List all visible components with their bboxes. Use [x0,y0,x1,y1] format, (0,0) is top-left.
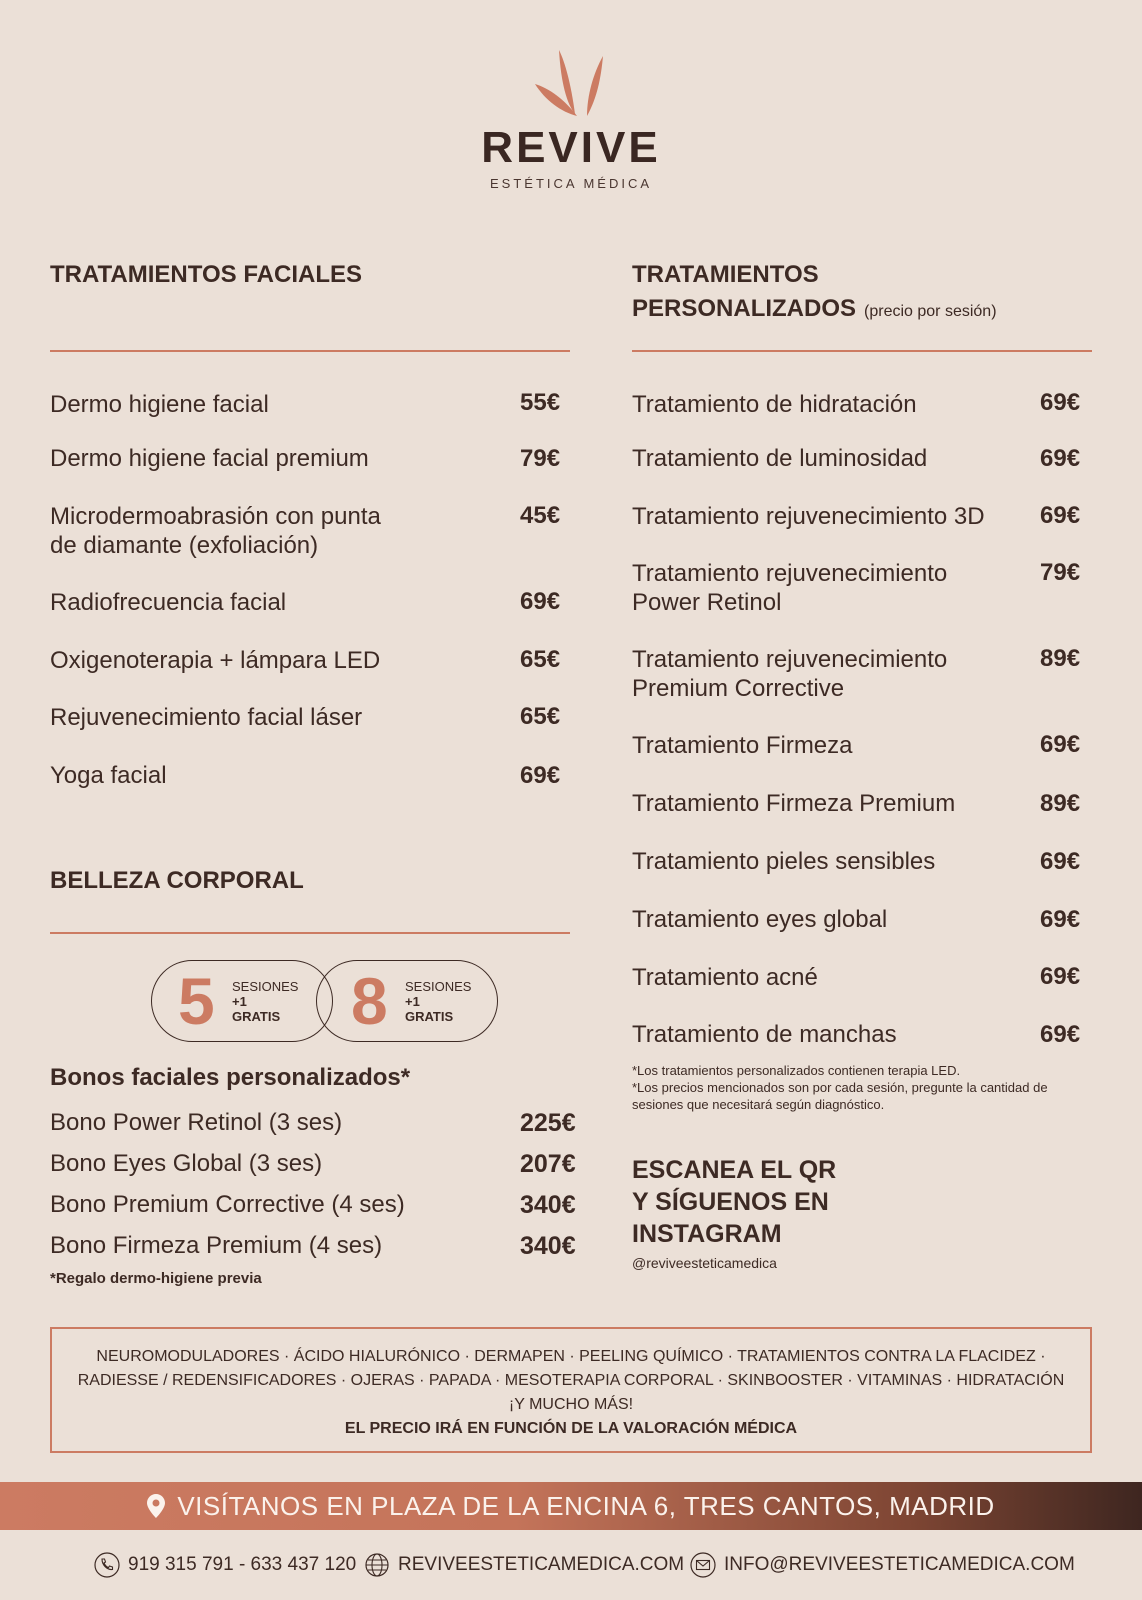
faciales-title: TRATAMIENTOS FACIALES [50,261,362,288]
offer-line: GRATIS [232,1009,281,1024]
personalizados-title-2 [632,292,1092,329]
phone-icon [94,1552,120,1578]
list-item: Tratamiento de manchas [632,1021,897,1048]
price: 69€ [1040,1021,1081,1048]
price: 69€ [1040,731,1081,758]
price: 69€ [520,762,561,789]
list-item: Tratamiento eyes global [632,906,888,933]
personalizados-title-text: PERSONALIZADOS [632,295,857,322]
contact-phone[interactable] [94,1552,356,1578]
list-item: Tratamiento de luminosidad [632,445,928,472]
phone-text: 919 315 791 - 633 437 120 [128,1554,357,1575]
note-line: *Los tratamientos personalizados contienen terapia LED. [632,1063,961,1078]
price: 45€ [520,502,561,529]
faciales-heading [50,258,570,292]
price: 340€ [520,1232,576,1260]
offer-line: SESIONES [405,979,472,994]
address-banner [0,1482,1142,1530]
offer-line: GRATIS [405,1009,454,1024]
bonos-footnote: *Regalo dermo-higiene previa [50,1270,262,1287]
cta-line: INSTAGRAM [632,1220,782,1248]
divider [632,350,1092,352]
contact-website[interactable] [364,1552,684,1578]
price: 55€ [520,389,561,416]
services-line: NEUROMODULADORES · ÁCIDO HIALURÓNICO · DERMAPEN · PEELING QUÍMICO · TRATAMIENTOS CONTRA LA FLACIDEZ · [96,1348,1046,1365]
location-pin-icon [147,1494,165,1518]
corporal-heading [50,864,570,898]
offer-number: 8 [351,964,388,1038]
list-item: Rejuvenecimiento facial láser [50,704,363,731]
list-item: Dermo higiene facial premium [50,445,369,472]
personalizados-heading [632,258,1092,329]
price: 65€ [520,646,561,673]
list-item: Tratamiento pieles sensibles [632,848,936,875]
offer-badge-8 [316,960,498,1042]
brand-subtitle: ESTÉTICA MÉDICA [489,176,653,191]
list-item-continuation: Premium Corrective [632,675,845,702]
website-text: REVIVEESTETICAMEDICA.COM [398,1554,685,1575]
instagram-cta [632,1154,932,1250]
leaf-logo-icon [531,44,611,122]
globe-icon [364,1552,390,1578]
instagram-handle[interactable]: @reviveesteticamedica [632,1255,777,1271]
services-box [50,1327,1092,1453]
note-line: *Los precios mencionados son por cada sesión, pregunte la cantidad de [632,1080,1048,1095]
list-item: Tratamiento Firmeza Premium [632,790,956,817]
price: 69€ [1040,502,1081,529]
list-item: Bono Eyes Global (3 ses) [50,1150,323,1177]
mail-icon [690,1552,716,1578]
personalizados-title-1: TRATAMIENTOS [632,261,819,288]
offer-line: +1 [405,994,420,1009]
price: 340€ [520,1191,576,1219]
list-item: Tratamiento rejuvenecimiento 3D [632,503,985,530]
price: 65€ [520,703,561,730]
contact-email[interactable] [690,1552,1075,1578]
offer-line: SESIONES [232,979,299,994]
price: 79€ [520,445,561,472]
list-item: Tratamiento Firmeza [632,732,853,759]
list-item: Radiofrecuencia facial [50,589,287,616]
list-item-continuation: Power Retinol [632,589,782,616]
brand-logo [0,44,1142,191]
list-item: Dermo higiene facial [50,391,269,418]
price: 225€ [520,1109,576,1137]
price: 79€ [1040,559,1081,586]
price: 69€ [1040,906,1081,933]
corporal-title: BELLEZA CORPORAL [50,867,304,894]
price: 69€ [1040,848,1081,875]
offer-text [405,979,471,1024]
cta-line: ESCANEA EL QR [632,1156,837,1184]
services-price-note: EL PRECIO IRÁ EN FUNCIÓN DE LA VALORACIÓN MÉDICA [344,1420,798,1437]
price: 69€ [1040,963,1081,990]
divider [50,350,570,352]
list-item: Tratamiento de hidratación [632,391,917,418]
offer-line: +1 [232,994,247,1009]
address-text: VISÍTANOS EN PLAZA DE LA ENCINA 6, TRES CANTOS, MADRID [177,1491,995,1521]
divider [50,932,570,934]
services-line: RADIESSE / REDENSIFICADORES · OJERAS · PAPADA · MESOTERAPIA CORPORAL · SKINBOOSTER · VITAMINAS · HIDRATACIÓN [77,1372,1065,1389]
list-item: Tratamiento rejuvenecimiento [632,560,948,587]
price: 89€ [1040,645,1081,672]
cta-line: Y SÍGUENOS EN [632,1188,829,1216]
price: 69€ [1040,389,1081,416]
list-item: Bono Premium Corrective (4 ses) [50,1191,405,1218]
price: 69€ [520,588,561,615]
list-item-continuation: de diamante (exfoliación) [50,532,319,559]
list-item: Oxigenoterapia + lámpara LED [50,647,381,674]
bonos-title: Bonos faciales personalizados* [50,1064,411,1091]
price: 69€ [1040,445,1081,472]
services-line: ¡Y MUCHO MÁS! [508,1396,634,1413]
list-item: Tratamiento rejuvenecimiento [632,646,948,673]
list-item: Bono Firmeza Premium (4 ses) [50,1232,383,1259]
list-item: Bono Power Retinol (3 ses) [50,1109,343,1136]
offer-badge-5 [151,960,333,1042]
list-item: Microdermoabrasión con punta [50,503,381,530]
price: 89€ [1040,790,1081,817]
offer-text [232,979,298,1024]
list-item: Yoga facial [50,762,167,789]
brand-name: REVIVE [481,123,661,172]
price-note: (precio por sesión) [864,303,997,320]
price: 207€ [520,1150,576,1178]
personalizados-notes [632,1062,1092,1113]
note-line: sesiones que necesitará según diagnóstico. [632,1097,885,1112]
list-item: Tratamiento acné [632,964,818,991]
email-text: INFO@REVIVEESTETICAMEDICA.COM [724,1554,1075,1575]
offer-number: 5 [178,964,215,1038]
